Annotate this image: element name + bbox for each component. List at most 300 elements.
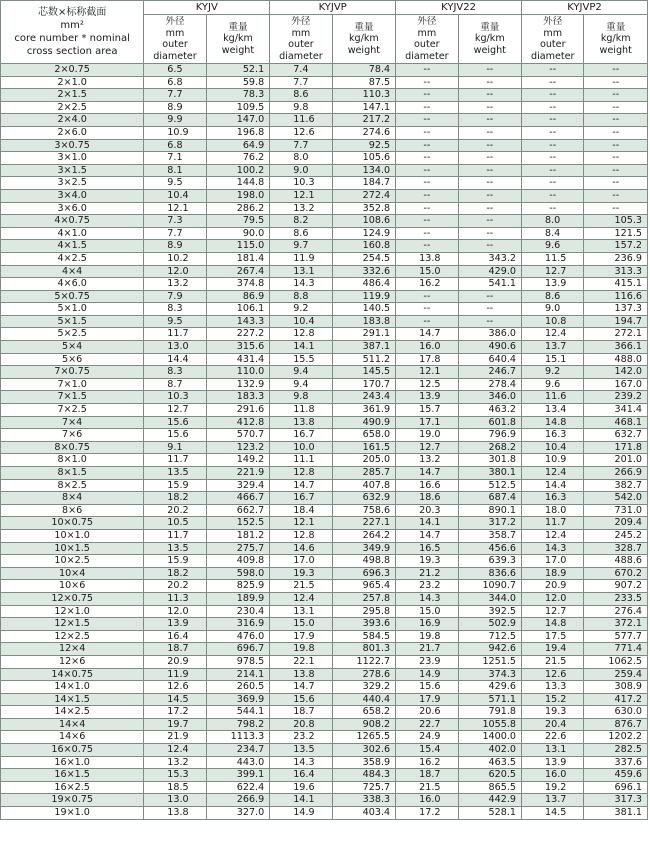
header-diameter-line: mm — [165, 27, 185, 39]
core-section-cell: 7×0.75 — [1, 366, 144, 379]
core-section-cell: 14×2.5 — [1, 706, 144, 719]
header-diameter-line: outer — [162, 39, 188, 50]
weight-cell: -- — [458, 164, 521, 177]
table-row — [1, 668, 648, 681]
outer-diameter-cell: 12.4 — [522, 328, 584, 341]
core-section-cell: 4×1.0 — [1, 227, 144, 240]
core-section-cell: 16×0.75 — [1, 744, 144, 757]
weight-cell: 167.0 — [584, 378, 648, 391]
table-row — [1, 706, 648, 719]
header-core-line-1: 芯数×标称截面 — [37, 7, 107, 18]
header-weight-line: weight — [221, 44, 255, 56]
outer-diameter-cell: 16.2 — [396, 278, 458, 291]
weight-cell: 317.2 — [458, 517, 521, 530]
outer-diameter-cell: 12.8 — [270, 529, 332, 542]
weight-cell: 381.1 — [584, 807, 648, 820]
outer-diameter-cell: 8.9 — [144, 240, 206, 253]
header-weight-kyjv22 — [458, 15, 521, 64]
outer-diameter-cell: 21.5 — [396, 781, 458, 794]
outer-diameter-cell: 12.4 — [270, 592, 332, 605]
table-row — [1, 404, 648, 417]
outer-diameter-cell: 8.1 — [144, 164, 206, 177]
weight-cell: 380.1 — [458, 467, 521, 480]
outer-diameter-cell: 9.8 — [270, 101, 332, 114]
header-diameter-line: mm — [417, 27, 437, 39]
weight-cell: 147.0 — [206, 114, 269, 127]
outer-diameter-cell: -- — [522, 114, 584, 127]
outer-diameter-cell: 19.0 — [396, 429, 458, 442]
weight-cell: 209.4 — [584, 517, 648, 530]
header-outer-diameter-kyjvp2 — [522, 15, 584, 64]
core-section-cell: 10×0.75 — [1, 517, 144, 530]
weight-cell: 1055.8 — [458, 718, 521, 731]
weight-cell: 134.0 — [332, 164, 395, 177]
outer-diameter-cell: 13.4 — [522, 404, 584, 417]
weight-cell: 442.9 — [458, 794, 521, 807]
outer-diameter-cell: 12.0 — [144, 265, 206, 278]
outer-diameter-cell: 14.7 — [396, 328, 458, 341]
weight-cell: 374.8 — [206, 278, 269, 291]
outer-diameter-cell: -- — [396, 114, 458, 127]
weight-cell: 771.4 — [584, 643, 648, 656]
table-row — [1, 492, 648, 505]
core-section-cell: 14×1.5 — [1, 693, 144, 706]
weight-cell: 327.0 — [206, 807, 269, 820]
weight-cell: 119.9 — [332, 290, 395, 303]
weight-cell: 123.2 — [206, 441, 269, 454]
outer-diameter-cell: 23.2 — [270, 731, 332, 744]
outer-diameter-cell: 7.3 — [144, 215, 206, 228]
weight-cell: 486.4 — [332, 278, 395, 291]
outer-diameter-cell: 9.5 — [144, 177, 206, 190]
outer-diameter-cell: 20.9 — [522, 580, 584, 593]
weight-cell: 622.4 — [206, 781, 269, 794]
weight-cell: -- — [458, 114, 521, 127]
table-row — [1, 353, 648, 366]
core-section-cell: 16×1.0 — [1, 756, 144, 769]
weight-cell: 201.0 — [584, 454, 648, 467]
outer-diameter-cell: 9.1 — [144, 441, 206, 454]
weight-cell: 243.4 — [332, 391, 395, 404]
weight-cell: 315.6 — [206, 341, 269, 354]
outer-diameter-cell: 12.8 — [270, 467, 332, 480]
weight-cell: 110.3 — [332, 89, 395, 102]
outer-diameter-cell: 19.6 — [270, 781, 332, 794]
weight-cell: 329.2 — [332, 681, 395, 694]
outer-diameter-cell: 19.7 — [144, 718, 206, 731]
weight-cell: 571.1 — [458, 693, 521, 706]
outer-diameter-cell: 18.0 — [522, 504, 584, 517]
outer-diameter-cell: 11.7 — [144, 328, 206, 341]
header-diameter-line: mm — [543, 27, 563, 39]
outer-diameter-cell: 19.3 — [396, 555, 458, 568]
outer-diameter-cell: 13.1 — [522, 744, 584, 757]
table-row — [1, 76, 648, 89]
weight-cell: -- — [458, 177, 521, 190]
core-section-cell: 3×0.75 — [1, 139, 144, 152]
weight-cell: -- — [458, 202, 521, 215]
weight-cell: -- — [584, 164, 648, 177]
outer-diameter-cell: 12.8 — [270, 328, 332, 341]
outer-diameter-cell: 18.9 — [522, 567, 584, 580]
table-row — [1, 756, 648, 769]
outer-diameter-cell: 8.8 — [270, 290, 332, 303]
outer-diameter-cell: 12.7 — [396, 441, 458, 454]
weight-cell: 490.6 — [458, 341, 521, 354]
outer-diameter-cell: 14.7 — [270, 681, 332, 694]
table-row — [1, 391, 648, 404]
weight-cell: 78.4 — [332, 64, 395, 77]
table-row — [1, 479, 648, 492]
core-section-cell: 2×2.5 — [1, 101, 144, 114]
weight-cell: -- — [584, 152, 648, 165]
weight-cell: 64.9 — [206, 139, 269, 152]
weight-cell: 233.5 — [584, 592, 648, 605]
outer-diameter-cell: 15.6 — [144, 429, 206, 442]
weight-cell: 194.7 — [584, 315, 648, 328]
table-row — [1, 202, 648, 215]
outer-diameter-cell: 12.7 — [144, 404, 206, 417]
outer-diameter-cell: 18.6 — [396, 492, 458, 505]
weight-cell: 758.6 — [332, 504, 395, 517]
weight-cell: 463.5 — [458, 756, 521, 769]
outer-diameter-cell: 12.6 — [522, 668, 584, 681]
outer-diameter-cell: 14.5 — [144, 693, 206, 706]
weight-cell: -- — [458, 64, 521, 77]
outer-diameter-cell: -- — [522, 152, 584, 165]
weight-cell: 630.0 — [584, 706, 648, 719]
weight-cell: 108.6 — [332, 215, 395, 228]
outer-diameter-cell: 21.2 — [396, 567, 458, 580]
outer-diameter-cell: 10.9 — [144, 126, 206, 139]
weight-cell: 876.7 — [584, 718, 648, 731]
weight-cell: -- — [458, 101, 521, 114]
outer-diameter-cell: 18.7 — [144, 643, 206, 656]
outer-diameter-cell: 11.9 — [270, 252, 332, 265]
header-weight-line: 重量 — [228, 21, 248, 33]
table-row — [1, 542, 648, 555]
core-section-cell: 7×1.0 — [1, 378, 144, 391]
outer-diameter-cell: -- — [396, 152, 458, 165]
outer-diameter-cell: 13.8 — [144, 807, 206, 820]
outer-diameter-cell: 17.0 — [522, 555, 584, 568]
weight-cell: 313.3 — [584, 265, 648, 278]
outer-diameter-cell: 13.9 — [144, 618, 206, 631]
outer-diameter-cell: 7.7 — [270, 139, 332, 152]
core-section-cell: 4×4 — [1, 265, 144, 278]
header-outer-diameter-kyjv22 — [396, 15, 458, 64]
outer-diameter-cell: -- — [396, 76, 458, 89]
table-row — [1, 681, 648, 694]
weight-cell: -- — [458, 215, 521, 228]
weight-cell: 116.6 — [584, 290, 648, 303]
weight-cell: -- — [458, 152, 521, 165]
weight-cell: 105.6 — [332, 152, 395, 165]
weight-cell: 329.4 — [206, 479, 269, 492]
weight-cell: 92.5 — [332, 139, 395, 152]
weight-cell: 358.9 — [332, 756, 395, 769]
outer-diameter-cell: 16.2 — [396, 756, 458, 769]
table-row — [1, 643, 648, 656]
outer-diameter-cell: 7.7 — [144, 89, 206, 102]
header-diameter-line: outer — [414, 39, 440, 50]
weight-cell: 662.7 — [206, 504, 269, 517]
weight-cell: 1122.7 — [332, 655, 395, 668]
outer-diameter-cell: 10.0 — [270, 441, 332, 454]
weight-cell: 386.0 — [458, 328, 521, 341]
outer-diameter-cell: 17.0 — [270, 555, 332, 568]
outer-diameter-cell: -- — [396, 64, 458, 77]
weight-cell: 221.9 — [206, 467, 269, 480]
core-section-cell: 5×1.0 — [1, 303, 144, 316]
outer-diameter-cell: 13.2 — [144, 756, 206, 769]
weight-cell: -- — [458, 240, 521, 253]
outer-diameter-cell: 19.3 — [270, 567, 332, 580]
outer-diameter-cell: 9.8 — [270, 391, 332, 404]
weight-cell: 696.1 — [584, 781, 648, 794]
outer-diameter-cell: 15.5 — [270, 353, 332, 366]
weight-cell: 189.9 — [206, 592, 269, 605]
core-section-cell: 14×6 — [1, 731, 144, 744]
header-weight-line: 重量 — [354, 21, 374, 33]
table-row — [1, 341, 648, 354]
outer-diameter-cell: 17.2 — [144, 706, 206, 719]
core-section-cell: 8×1.5 — [1, 467, 144, 480]
outer-diameter-cell: 16.7 — [270, 429, 332, 442]
weight-cell: 1202.2 — [584, 731, 648, 744]
outer-diameter-cell: 7.4 — [270, 64, 332, 77]
weight-cell: 498.8 — [332, 555, 395, 568]
weight-cell: 798.2 — [206, 718, 269, 731]
table-row — [1, 429, 648, 442]
outer-diameter-cell: 23.9 — [396, 655, 458, 668]
outer-diameter-cell: -- — [396, 290, 458, 303]
weight-cell: 79.5 — [206, 215, 269, 228]
weight-cell: 382.7 — [584, 479, 648, 492]
outer-diameter-cell: 10.3 — [270, 177, 332, 190]
core-section-cell: 14×0.75 — [1, 668, 144, 681]
table-row — [1, 529, 648, 542]
header-weight-line: kg/km — [348, 33, 379, 45]
weight-cell: 696.7 — [206, 643, 269, 656]
weight-cell: 393.6 — [332, 618, 395, 631]
core-section-cell: 3×4.0 — [1, 189, 144, 202]
outer-diameter-cell: 15.0 — [270, 618, 332, 631]
weight-cell: 907.2 — [584, 580, 648, 593]
outer-diameter-cell: -- — [522, 202, 584, 215]
header-group-kyjvp2: KYJVP2 — [522, 1, 648, 15]
weight-cell: 143.3 — [206, 315, 269, 328]
weight-cell: 181.2 — [206, 529, 269, 542]
weight-cell: 302.6 — [332, 744, 395, 757]
core-section-cell: 8×0.75 — [1, 441, 144, 454]
core-section-cell: 10×2.5 — [1, 555, 144, 568]
outer-diameter-cell: 10.9 — [522, 454, 584, 467]
outer-diameter-cell: 19.4 — [522, 643, 584, 656]
outer-diameter-cell: 10.3 — [144, 391, 206, 404]
outer-diameter-cell: 11.6 — [270, 114, 332, 127]
weight-cell: 865.5 — [458, 781, 521, 794]
weight-cell: 366.1 — [584, 341, 648, 354]
table-row — [1, 64, 648, 77]
weight-cell: 1400.0 — [458, 731, 521, 744]
weight-cell: 142.0 — [584, 366, 648, 379]
outer-diameter-cell: 14.7 — [396, 467, 458, 480]
weight-cell: 443.0 — [206, 756, 269, 769]
outer-diameter-cell: 13.8 — [270, 668, 332, 681]
weight-cell: -- — [458, 89, 521, 102]
outer-diameter-cell: 13.8 — [270, 416, 332, 429]
outer-diameter-cell: 9.9 — [144, 114, 206, 127]
outer-diameter-cell: 12.4 — [522, 467, 584, 480]
outer-diameter-cell: 16.3 — [522, 429, 584, 442]
outer-diameter-cell: 9.2 — [270, 303, 332, 316]
core-section-cell: 2×4.0 — [1, 114, 144, 127]
core-section-cell: 4×0.75 — [1, 215, 144, 228]
outer-diameter-cell: -- — [396, 240, 458, 253]
table-row — [1, 807, 648, 820]
weight-cell: 86.9 — [206, 290, 269, 303]
outer-diameter-cell: 23.2 — [396, 580, 458, 593]
weight-cell: 415.1 — [584, 278, 648, 291]
core-section-cell: 10×6 — [1, 580, 144, 593]
weight-cell: 137.3 — [584, 303, 648, 316]
outer-diameter-cell: 10.4 — [270, 315, 332, 328]
outer-diameter-cell: -- — [396, 101, 458, 114]
weight-cell: 528.1 — [458, 807, 521, 820]
outer-diameter-cell: 13.9 — [522, 756, 584, 769]
outer-diameter-cell: 12.6 — [270, 126, 332, 139]
weight-cell: 670.2 — [584, 567, 648, 580]
outer-diameter-cell: 7.1 — [144, 152, 206, 165]
outer-diameter-cell: 8.6 — [270, 89, 332, 102]
weight-cell: 149.2 — [206, 454, 269, 467]
weight-cell: 640.4 — [458, 353, 521, 366]
weight-cell: 268.2 — [458, 441, 521, 454]
outer-diameter-cell: 8.4 — [522, 227, 584, 240]
outer-diameter-cell: -- — [522, 177, 584, 190]
weight-cell: 374.3 — [458, 668, 521, 681]
weight-cell: 183.3 — [206, 391, 269, 404]
outer-diameter-cell: 15.6 — [396, 681, 458, 694]
outer-diameter-cell: 12.7 — [522, 265, 584, 278]
weight-cell: 965.4 — [332, 580, 395, 593]
weight-cell: 476.0 — [206, 630, 269, 643]
outer-diameter-cell: 22.1 — [270, 655, 332, 668]
core-section-cell: 10×1.0 — [1, 529, 144, 542]
header-weight-kyjv — [206, 15, 269, 64]
outer-diameter-cell: 21.7 — [396, 643, 458, 656]
weight-cell: 1251.5 — [458, 655, 521, 668]
weight-cell: 264.2 — [332, 529, 395, 542]
weight-cell: 598.0 — [206, 567, 269, 580]
outer-diameter-cell: 21.9 — [144, 731, 206, 744]
core-section-cell: 12×0.75 — [1, 592, 144, 605]
outer-diameter-cell: 13.9 — [396, 391, 458, 404]
core-section-cell: 10×1.5 — [1, 542, 144, 555]
outer-diameter-cell: 9.2 — [522, 366, 584, 379]
outer-diameter-cell: 8.3 — [144, 303, 206, 316]
header-diameter-line: diameter — [279, 50, 323, 62]
weight-cell: 372.1 — [584, 618, 648, 631]
core-section-cell: 16×1.5 — [1, 769, 144, 782]
outer-diameter-cell: 16.9 — [396, 618, 458, 631]
outer-diameter-cell: 9.7 — [270, 240, 332, 253]
weight-cell: 344.0 — [458, 592, 521, 605]
weight-cell: 908.2 — [332, 718, 395, 731]
outer-diameter-cell: 15.7 — [396, 404, 458, 417]
outer-diameter-cell: 14.9 — [270, 807, 332, 820]
outer-diameter-cell: 19.3 — [522, 706, 584, 719]
weight-cell: 801.3 — [332, 643, 395, 656]
outer-diameter-cell: 18.4 — [270, 504, 332, 517]
weight-cell: 459.6 — [584, 769, 648, 782]
weight-cell: 274.6 — [332, 126, 395, 139]
weight-cell: 361.9 — [332, 404, 395, 417]
outer-diameter-cell: 11.8 — [270, 404, 332, 417]
outer-diameter-cell: 20.6 — [396, 706, 458, 719]
weight-cell: 456.6 — [458, 542, 521, 555]
outer-diameter-cell: 15.1 — [522, 353, 584, 366]
weight-cell: 890.1 — [458, 504, 521, 517]
outer-diameter-cell: 8.7 — [144, 378, 206, 391]
core-section-cell: 2×1.5 — [1, 89, 144, 102]
weight-cell: 343.2 — [458, 252, 521, 265]
weight-cell: 291.6 — [206, 404, 269, 417]
header-weight-line: kg/km — [600, 33, 631, 45]
core-section-cell: 2×0.75 — [1, 64, 144, 77]
weight-cell: 266.9 — [206, 794, 269, 807]
core-section-cell: 12×4 — [1, 643, 144, 656]
outer-diameter-cell: 13.9 — [522, 278, 584, 291]
weight-cell: 541.1 — [458, 278, 521, 291]
outer-diameter-cell: 14.3 — [270, 756, 332, 769]
header-weight-kyjvp2 — [584, 15, 648, 64]
weight-cell: 712.5 — [458, 630, 521, 643]
outer-diameter-cell: 11.6 — [522, 391, 584, 404]
table-row — [1, 517, 648, 530]
outer-diameter-cell: 10.4 — [144, 189, 206, 202]
outer-diameter-cell: 16.0 — [522, 769, 584, 782]
outer-diameter-cell: 14.8 — [522, 618, 584, 631]
outer-diameter-cell: 10.8 — [522, 315, 584, 328]
core-section-cell: 3×1.5 — [1, 164, 144, 177]
weight-cell: -- — [458, 315, 521, 328]
outer-diameter-cell: 9.4 — [270, 366, 332, 379]
outer-diameter-cell: 16.6 — [396, 479, 458, 492]
weight-cell: 369.9 — [206, 693, 269, 706]
weight-cell: 403.4 — [332, 807, 395, 820]
outer-diameter-cell: 20.2 — [144, 580, 206, 593]
header-weight-line: weight — [599, 44, 632, 56]
weight-cell: 341.4 — [584, 404, 648, 417]
weight-cell: 488.6 — [584, 555, 648, 568]
weight-cell: 502.9 — [458, 618, 521, 631]
outer-diameter-cell: 17.9 — [270, 630, 332, 643]
weight-cell: 183.8 — [332, 315, 395, 328]
weight-cell: 696.3 — [332, 567, 395, 580]
weight-cell: 275.7 — [206, 542, 269, 555]
outer-diameter-cell: 12.1 — [270, 189, 332, 202]
outer-diameter-cell: -- — [396, 315, 458, 328]
outer-diameter-cell: -- — [522, 139, 584, 152]
outer-diameter-cell: 14.7 — [396, 529, 458, 542]
outer-diameter-cell: 17.9 — [396, 693, 458, 706]
core-section-cell: 2×6.0 — [1, 126, 144, 139]
outer-diameter-cell: 12.7 — [522, 605, 584, 618]
weight-cell: 687.4 — [458, 492, 521, 505]
outer-diameter-cell: 15.9 — [144, 555, 206, 568]
